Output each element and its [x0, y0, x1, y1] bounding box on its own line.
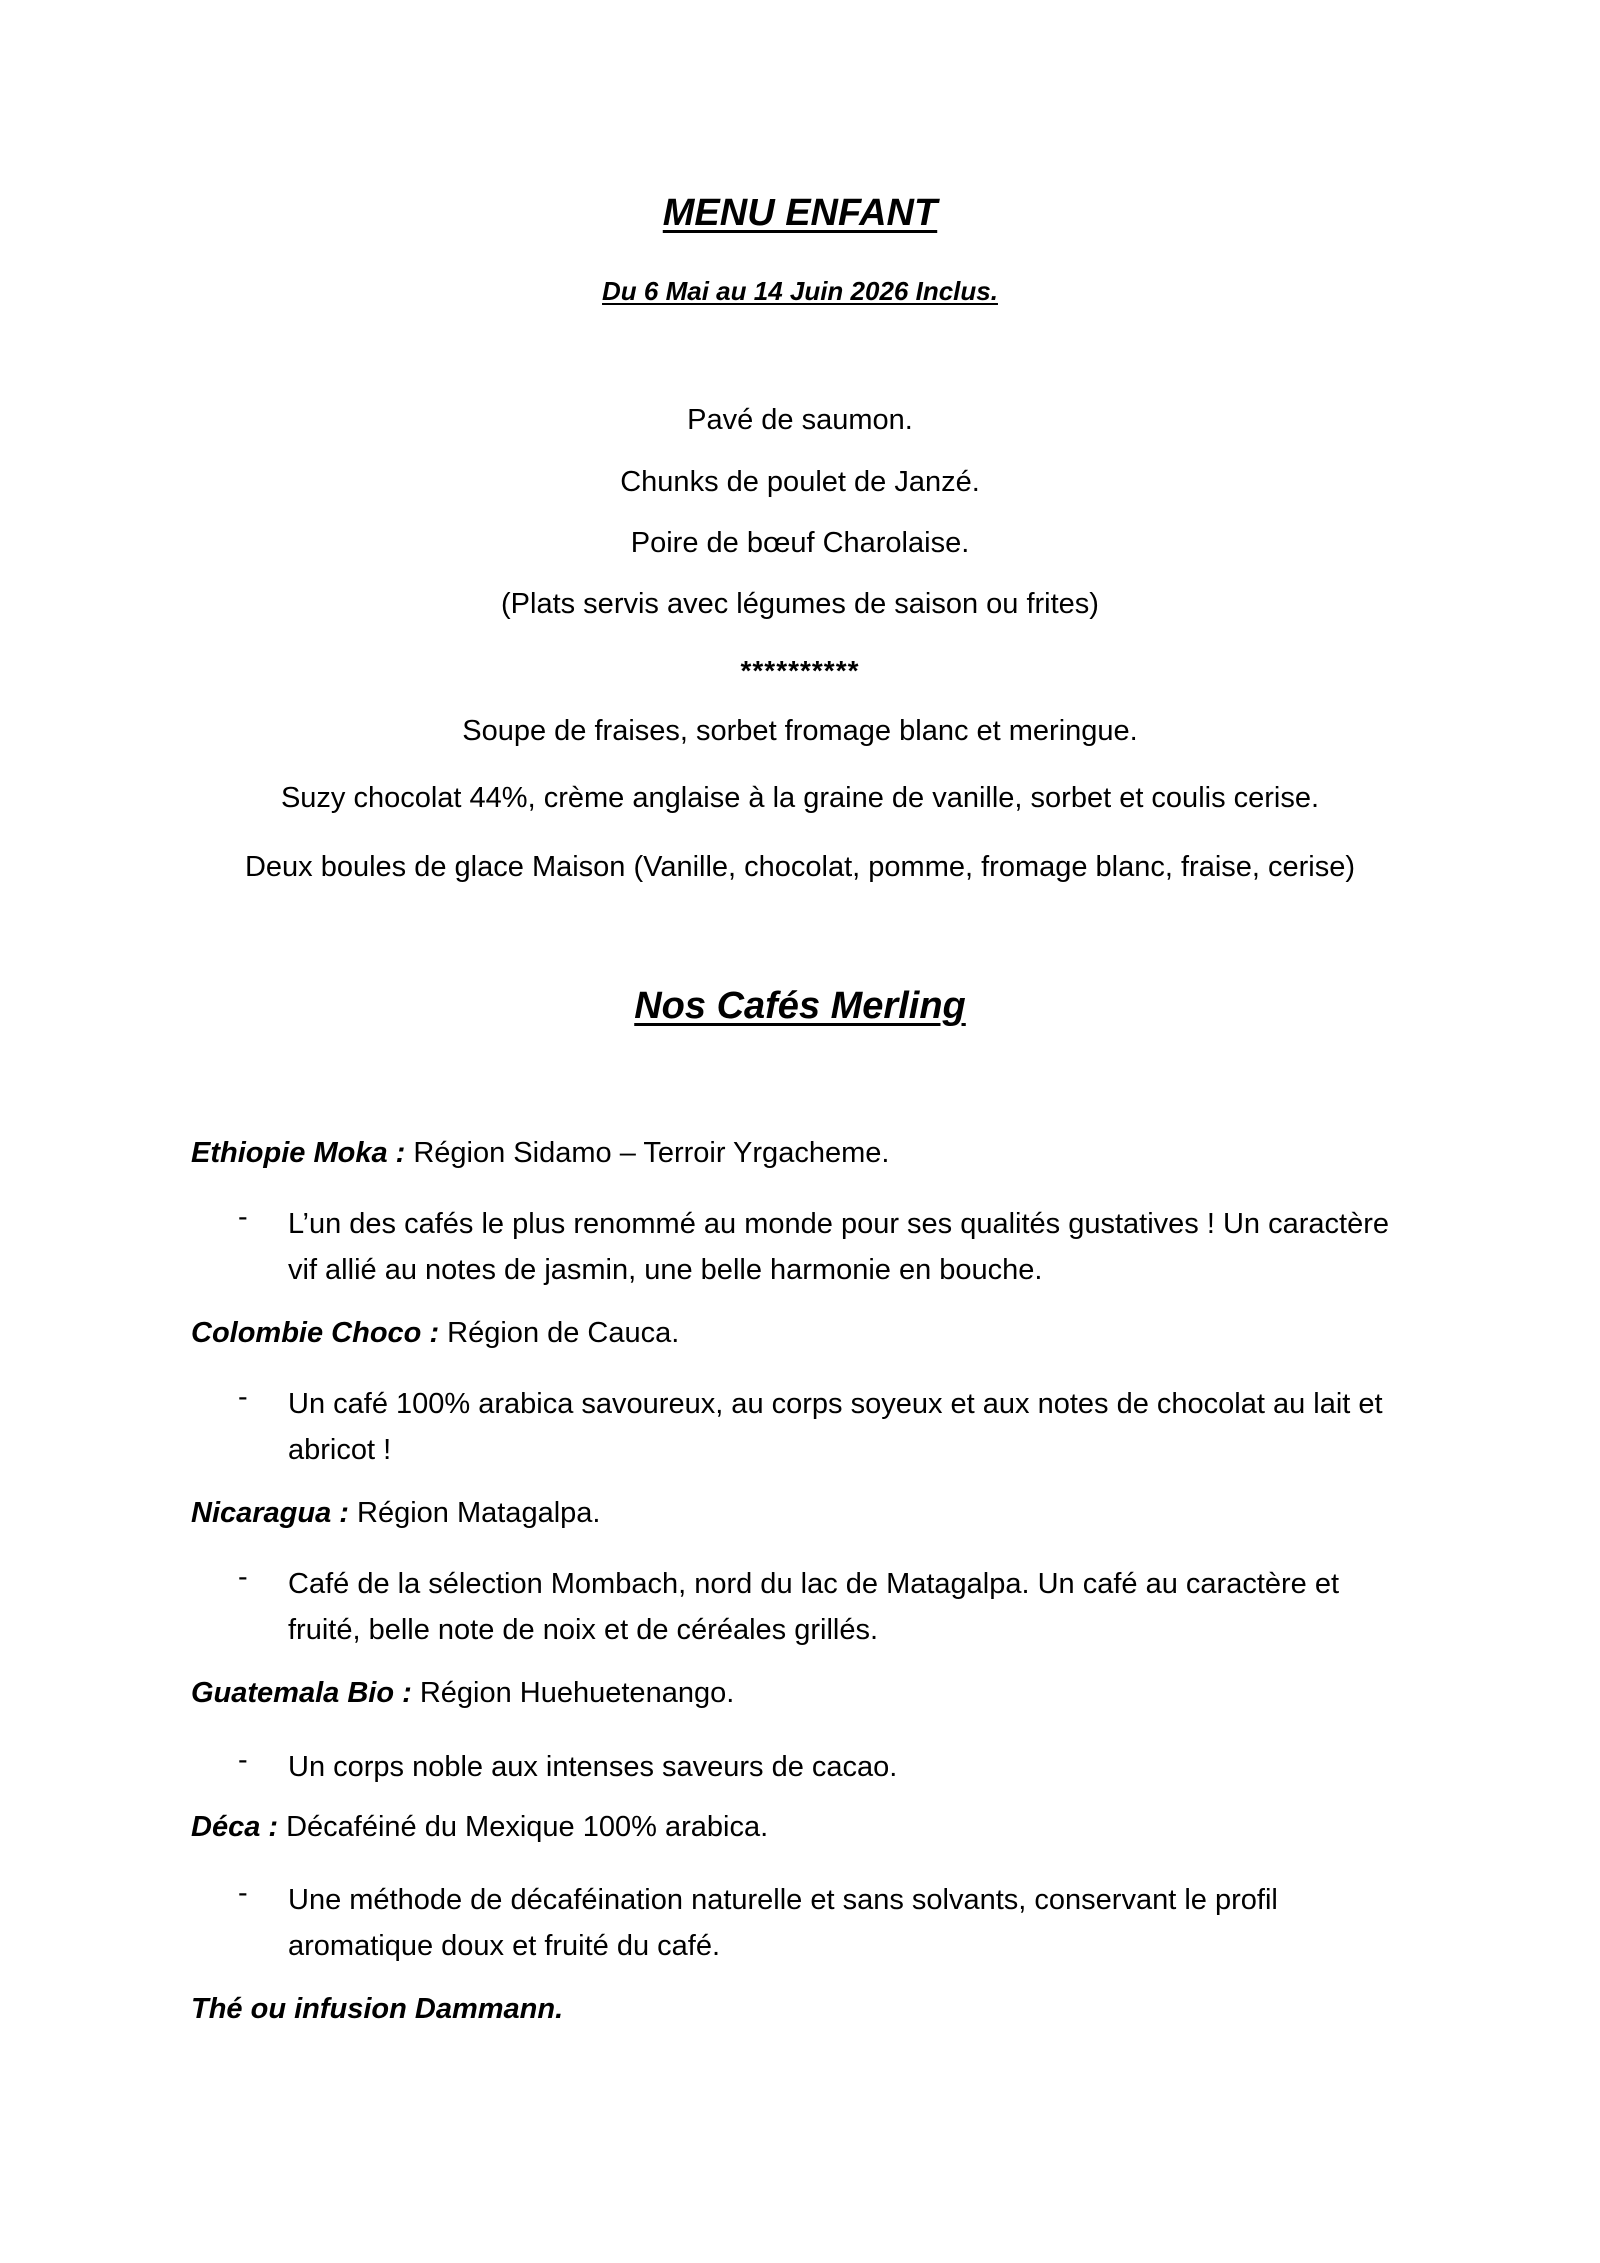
coffee-name: Nicaragua :: [191, 1497, 349, 1529]
coffee-item-ethiopie: [191, 1137, 1441, 1170]
coffee-item-colombie: [191, 1317, 1441, 1350]
coffee-description: L’un des cafés le plus renommé au monde pour ses qualités gustatives ! Un caractère vif allié au notes de jasmin, une belle harmonie en bouche.: [288, 1208, 1389, 1286]
coffee-origin: Région de Cauca.: [439, 1317, 680, 1349]
coffee-description: Un café 100% arabica savoureux, au corps soyeux et aux notes de chocolat au lait et abricot !: [288, 1388, 1383, 1466]
coffee-item-deca: [191, 1811, 1441, 1844]
bullet-dash: -: [238, 1561, 248, 1593]
dessert-3: Deux boules de glace Maison (Vanille, chocolat, pomme, fromage blanc, fraise, cerise): [244, 851, 1356, 883]
menu-dates: Du 6 Mai au 14 Juin 2026 Inclus.: [602, 276, 998, 306]
main-dish-note: (Plats servis avec légumes de saison ou frites): [501, 588, 1099, 620]
main-dish-3: Poire de bœuf Charolaise.: [630, 527, 970, 559]
coffee-description: Une méthode de décaféination naturelle et sans solvants, conservant le profil aromatique doux et fruité du café.: [288, 1884, 1278, 1962]
coffee-item-guatemala: [191, 1677, 1441, 1710]
coffee-origin: Région Sidamo – Terroir Yrgacheme.: [405, 1137, 890, 1169]
main-dish-1: Pavé de saumon.: [687, 404, 913, 436]
bullet-dash: -: [238, 1381, 248, 1413]
coffee-description: Un corps noble aux intenses saveurs de cacao.: [288, 1751, 898, 1783]
bullet-dash: -: [238, 1744, 248, 1776]
coffee-name: Colombie Choco :: [191, 1317, 440, 1349]
tea-line: [191, 1993, 1441, 2026]
dessert-2: Suzy chocolat 44%, crème anglaise à la graine de vanille, sorbet et coulis cerise.: [280, 782, 1320, 814]
coffee-item-nicaragua: [191, 1497, 1441, 1530]
coffee-name: Guatemala Bio :: [191, 1677, 412, 1709]
coffee-origin: Décaféiné du Mexique 100% arabica.: [278, 1811, 769, 1843]
cafes-title: Nos Cafés Merling: [634, 985, 966, 1027]
coffee-name: Déca :: [191, 1811, 279, 1843]
bullet-dash: -: [238, 1877, 248, 1909]
dessert-1: Soupe de fraises, sorbet fromage blanc et meringue.: [462, 715, 1138, 747]
coffee-name: Ethiopie Moka :: [191, 1137, 406, 1169]
separator: **********: [740, 655, 860, 686]
bullet-dash: -: [238, 1201, 248, 1233]
coffee-origin: Région Huehuetenango.: [411, 1677, 735, 1709]
coffee-origin: Région Matagalpa.: [348, 1497, 601, 1529]
main-dish-2: Chunks de poulet de Janzé.: [620, 466, 980, 498]
coffee-description: Café de la sélection Mombach, nord du lac de Matagalpa. Un café au caractère et fruité, belle note de noix et de céréales grillés.: [288, 1568, 1340, 1646]
tea-label: Thé ou infusion Dammann.: [191, 1993, 564, 2025]
menu-title: MENU ENFANT: [662, 192, 938, 234]
